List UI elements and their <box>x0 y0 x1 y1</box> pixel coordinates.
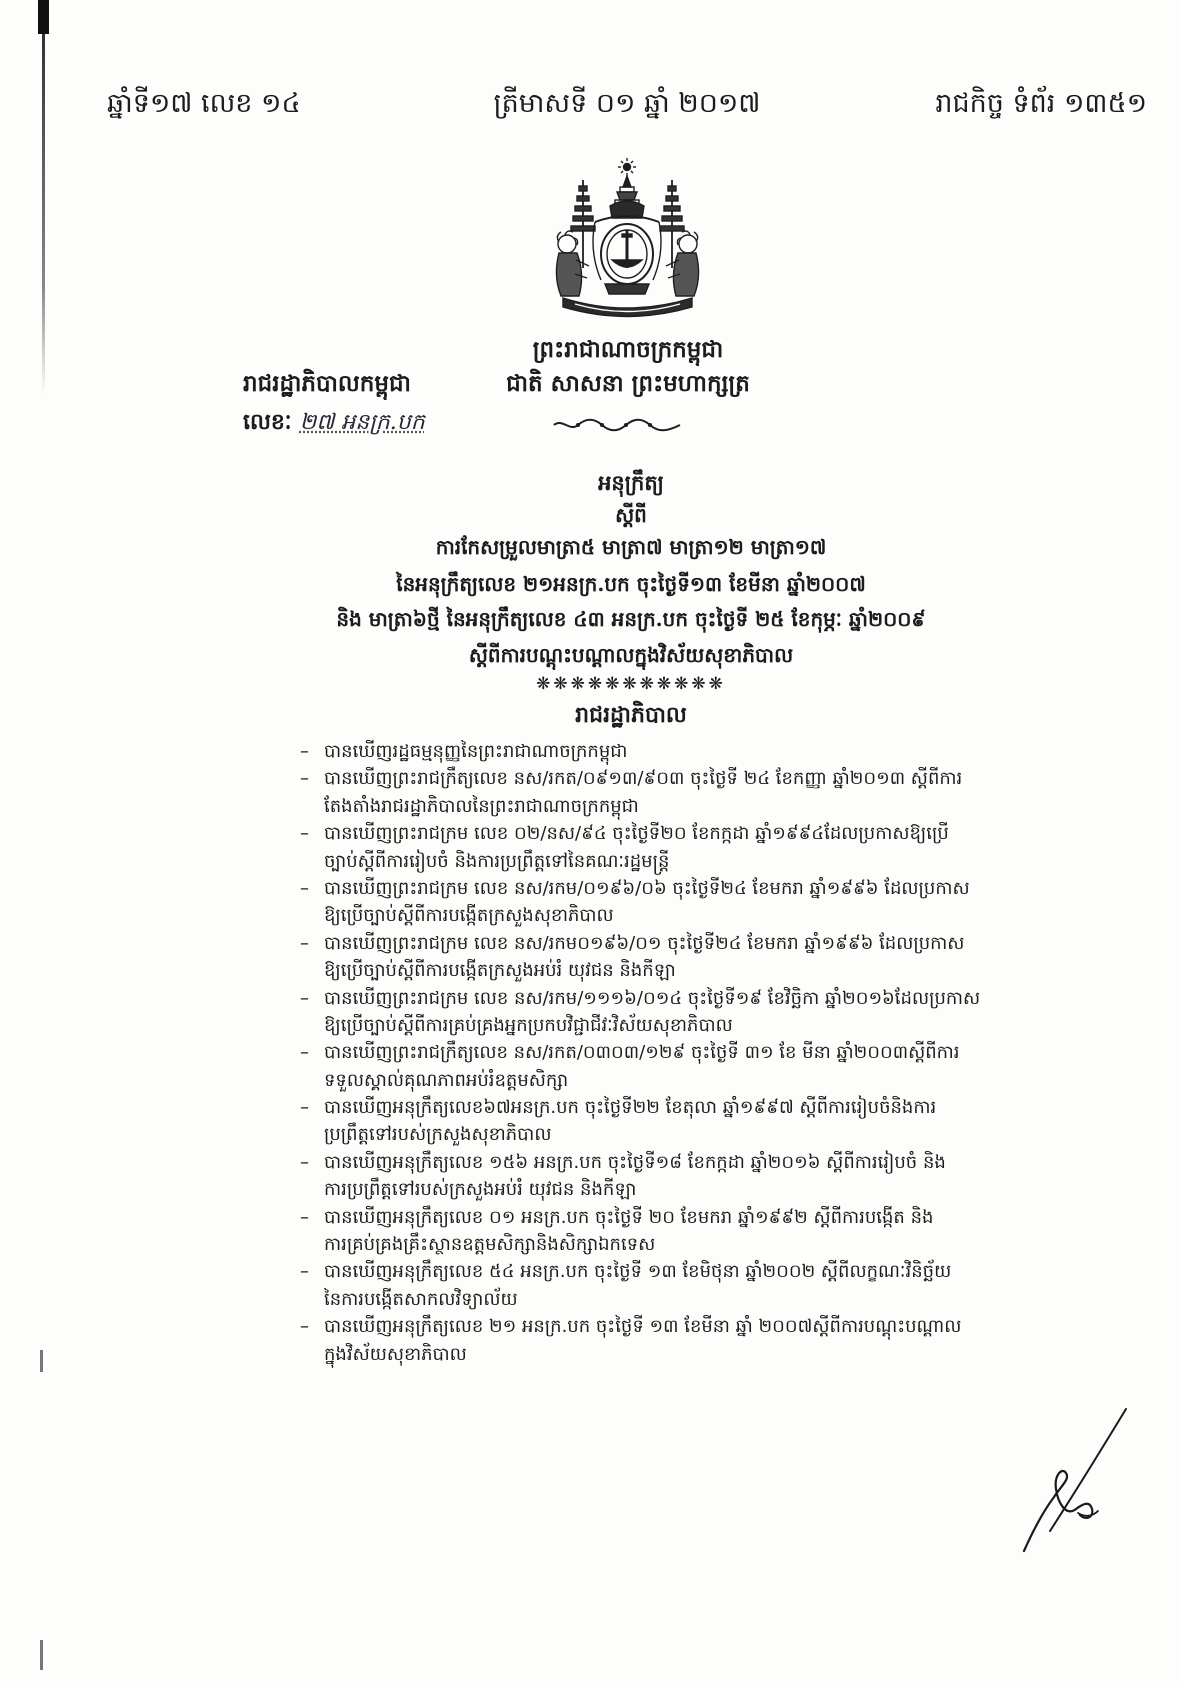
list-marker: – <box>300 768 309 790</box>
list-marker: – <box>300 932 309 954</box>
consideration-item <box>300 1313 1016 1368</box>
consideration-item <box>300 738 1016 765</box>
gazette-page-number: រាជកិច្ច ទំព័រ ១៣៥១ <box>935 88 1147 119</box>
consideration-line: ការប្រព្រឹត្តទៅរបស់ក្រសួងអប់រំ យុវជន និងកីឡា <box>324 1179 637 1201</box>
title-line: ស្តីពីការបណ្តុះបណ្តាលក្នុងវិស័យសុខាភិបាល <box>468 643 794 667</box>
consideration-line: ទទួលស្គាល់គុណភាពអប់រំឧត្តមសិក្សា <box>324 1069 569 1091</box>
title-line: ការកែសម្រួលមាត្រា៥ មាត្រា៧ មាត្រា១២ មាត្រា១៧ <box>435 535 827 559</box>
gazette-quarter-year: ត្រីមាសទី ០១ ឆ្នាំ ២០១៧ <box>493 88 761 119</box>
consideration-item <box>300 1204 1016 1259</box>
list-marker: – <box>300 823 309 845</box>
document-type: អនុក្រឹត្យ <box>598 470 664 495</box>
consideration-line: ឱ្យប្រើច្បាប់ស្តីពីការគ្រប់គ្រងអ្នកប្រកបវិជ្ជាជីវៈវិស័យសុខាភិបាល <box>324 1014 733 1036</box>
ornament-divider-icon <box>552 416 682 434</box>
consideration-item <box>300 765 1016 820</box>
scan-speck <box>40 1640 43 1670</box>
handwritten-signature <box>1020 1405 1130 1555</box>
consideration-line: នៃការបង្កើតសាកលវិទ្យាល័យ <box>324 1288 518 1310</box>
consideration-item <box>300 930 1016 985</box>
list-marker: – <box>300 1206 309 1228</box>
consideration-item <box>300 1258 1016 1313</box>
reference-label: លេខៈ <box>243 409 292 435</box>
consideration-line: បានឃើញព្រះរាជក្រម លេខ នស/រកម/១១១៦/០១៤ ចុះថ្ងៃទី១៩ ខែវិច្ឆិកា ឆ្នាំ២០១៦ដែលប្រកាស <box>324 987 981 1009</box>
list-marker: – <box>300 1097 309 1119</box>
consideration-line: បានឃើញព្រះរាជក្រឹត្យលេខ នស/រកត/០៩១៣/៩០៣ ចុះថ្ងៃទី ២៤ ខែកញ្ញា ឆ្នាំ២០១៣ ស្តីពីការ <box>324 768 963 790</box>
consideration-item <box>300 985 1016 1040</box>
royal-coat-of-arms-icon <box>545 156 710 324</box>
list-marker: – <box>300 1261 309 1283</box>
consideration-line: តែងតាំងរាជរដ្ឋាភិបាលនៃព្រះរាជាណាចក្រកម្ពុជា <box>324 795 639 817</box>
consideration-line: ឱ្យប្រើច្បាប់ស្តីពីការបង្កើតក្រសួងអប់រំ យុវជន និងកីឡា <box>324 960 676 982</box>
consideration-item <box>300 1094 1016 1149</box>
reference-value-handwritten: ២៧ អនក្រ.បក <box>299 410 425 435</box>
consideration-line: បានឃើញអនុក្រឹត្យលេខ ០១ អនក្រ.បក ចុះថ្ងៃទី ២០ ខែមករា ឆ្នាំ១៩៩២ ស្តីពីការបង្កើត និង <box>324 1206 934 1228</box>
list-marker: – <box>300 1151 309 1173</box>
list-marker: – <box>300 877 309 899</box>
consideration-line: ប្រព្រឹត្តទៅរបស់ក្រសួងសុខាភិបាល <box>324 1124 552 1146</box>
consideration-line: បានឃើញរដ្ឋធម្មនុញ្ញនៃព្រះរាជាណាចក្រកម្ពុជា <box>324 741 628 762</box>
scan-speck <box>40 1350 43 1372</box>
consideration-item <box>300 1149 1016 1204</box>
list-marker: – <box>300 1316 309 1338</box>
considerations-list <box>300 738 1016 1368</box>
consideration-item <box>300 820 1016 875</box>
consideration-line: បានឃើញព្រះរាជក្រឹត្យលេខ នស/រកត/០៣០៣/១២៩ ចុះថ្ងៃទី ៣១ ខែ មីនា ឆ្នាំ២០០៣ស្តីពីការ <box>324 1042 960 1064</box>
reference-number <box>243 404 543 440</box>
scan-edge-line <box>42 34 45 394</box>
national-motto: ជាតិ សាសនា ព្រះមហាក្សត្រ <box>506 370 750 397</box>
consideration-item <box>300 875 1016 930</box>
consideration-line: ច្បាប់ស្តីពីការរៀបចំ និងការប្រព្រឹត្តទៅនៃគណៈរដ្ឋមន្ត្រី <box>324 850 670 872</box>
issuing-authority: រាជរដ្ឋាភិបាលកម្ពុជា <box>243 370 411 397</box>
consideration-line: បានឃើញព្រះរាជក្រម លេខ នស/រកម/០១៩៦/០៦ ចុះថ្ងៃទី២៤ ខែមករា ឆ្នាំ១៩៩៦ ដែលប្រកាស <box>324 877 970 899</box>
title-about: ស្តីពី <box>615 503 647 527</box>
consideration-line: បានឃើញព្រះរាជក្រម លេខ នស/រកម០១៩៦/០១ ចុះថ្ងៃទី២៤ ខែមករា ឆ្នាំ១៩៩៦ ដែលប្រកាស <box>324 932 965 954</box>
consideration-line: បានឃើញព្រះរាជក្រម លេខ ០២/នស/៩៤ ចុះថ្ងៃទី២០ ខែកក្កដា ឆ្នាំ១៩៩៤ដែលប្រកាសឱ្យប្រើ <box>324 823 949 845</box>
title-line: នៃអនុក្រឹត្យលេខ ២១អនក្រ.បក ចុះថ្ងៃទី១៣ ខែមីនា ឆ្នាំ២០០៧ <box>396 572 866 596</box>
consideration-line: បានឃើញអនុក្រឹត្យលេខ ៥៤ អនក្រ.បក ចុះថ្ងៃទី ១៣ ខែមិថុនា ឆ្នាំ២០០២ ស្តីពីលក្ខណៈវិនិច្ឆ័យ <box>324 1261 952 1283</box>
consideration-line: ឱ្យប្រើច្បាប់ស្តីពីការបង្កើតក្រសួងសុខាភិបាល <box>324 905 614 927</box>
consideration-line: បានឃើញអនុក្រឹត្យលេខ៦៧អនក្រ.បក ចុះថ្ងៃទី២២ ខែតុលា ឆ្នាំ១៩៩៧ ស្តីពីការរៀបចំនិងការ <box>324 1097 937 1119</box>
consideration-line: ការគ្រប់គ្រងគ្រឹះស្ថានឧត្តមសិក្សានិងសិក្សាឯកទេស <box>324 1234 656 1256</box>
list-marker: – <box>300 1042 309 1064</box>
government-heading: រាជរដ្ឋាភិបាល <box>575 702 687 728</box>
consideration-line: ក្នុងវិស័យសុខាភិបាល <box>324 1343 467 1365</box>
gazette-volume-issue: ឆ្នាំទី១៧ លេខ ១៤ <box>107 88 301 119</box>
consideration-item <box>300 1039 1016 1094</box>
consideration-line: បានឃើញអនុក្រឹត្យលេខ ១៥៦ អនក្រ.បក ចុះថ្ងៃទី១៨ ខែកក្កដា ឆ្នាំ២០១៦ ស្តីពីការរៀបចំ និង <box>324 1151 946 1173</box>
list-marker: – <box>300 987 309 1009</box>
title-line: និង មាត្រា៦ថ្មី នៃអនុក្រឹត្យលេខ ៤៣ អនក្រ.បក ចុះថ្ងៃទី ២៥ ខែកុម្ភៈ ឆ្នាំ២០០៩ <box>336 607 926 631</box>
list-marker: – <box>300 741 309 762</box>
star-divider: ❋❋❋❋❋❋❋❋❋❋❋ <box>536 674 726 694</box>
scan-edge <box>38 0 49 34</box>
consideration-line: បានឃើញអនុក្រឹត្យលេខ ២១ អនក្រ.បក ចុះថ្ងៃទី ១៣ ខែមីនា ឆ្នាំ ២០០៧ស្តីពីការបណ្តុះបណ្តាល <box>324 1316 962 1338</box>
kingdom-name: ព្រះរាជាណាចក្រកម្ពុជា <box>532 336 724 363</box>
